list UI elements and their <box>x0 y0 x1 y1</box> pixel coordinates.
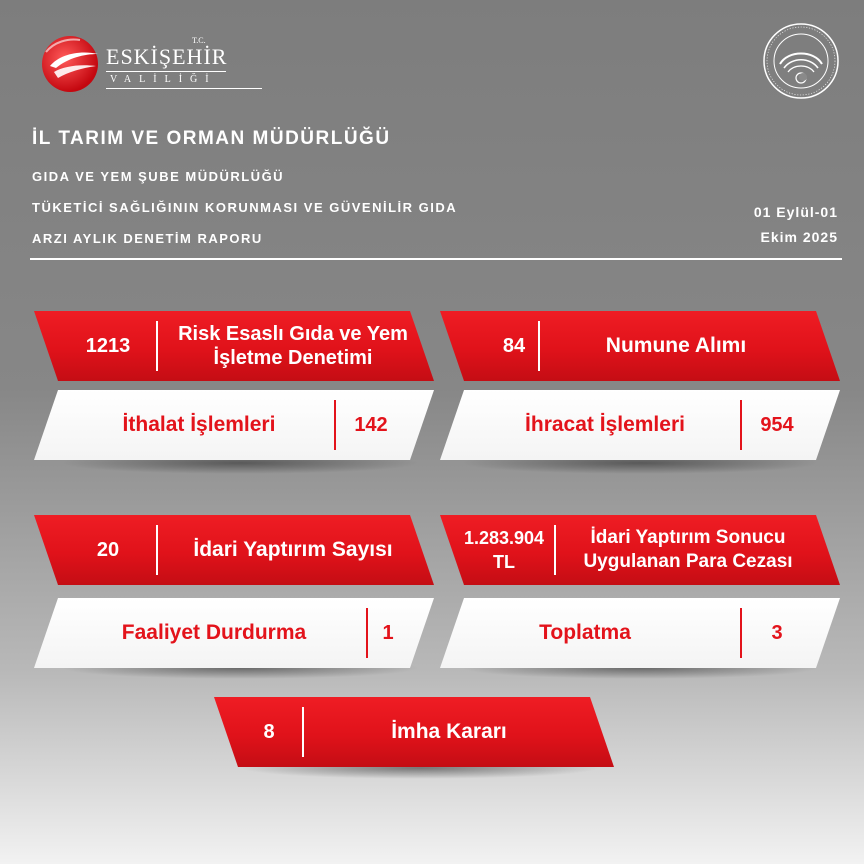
stat-value: 142 <box>354 414 388 436</box>
report-period <box>754 200 838 250</box>
stat-imha-karari <box>214 697 614 767</box>
stat-value: 1 <box>382 622 394 644</box>
page-title: İL TARIM VE ORMAN MÜDÜRLÜĞÜ <box>32 128 391 149</box>
stat-label: İdari Yaptırım Sayısı <box>193 538 393 561</box>
subtitle-line-3: ARZI AYLIK DENETİM RAPORU <box>32 231 263 246</box>
ministry-seal-icon <box>762 22 840 100</box>
stat-ithalat-islemleri <box>34 390 434 460</box>
stat-label: İhracat İşlemleri <box>525 413 685 436</box>
stat-value: 3 <box>771 622 783 644</box>
stat-value-line-1: 1.283.904 <box>463 528 545 548</box>
stat-label: Toplatma <box>539 621 631 644</box>
stat-label: İthalat İşlemleri <box>122 413 276 436</box>
period-line-2: Ekim 2025 <box>760 229 838 245</box>
stat-idari-yaptirim-sayisi <box>34 515 434 585</box>
stat-faaliyet-durdurma <box>34 598 434 668</box>
logo-underline <box>106 88 262 89</box>
stat-value: 20 <box>96 539 120 561</box>
stat-label: Numune Alımı <box>605 334 747 357</box>
stat-label <box>558 515 818 585</box>
logo-subtitle: VALİLİĞİ <box>110 74 217 85</box>
stat-label-line-2: İşletme Denetimi <box>213 347 373 369</box>
logo-tc: T.C. <box>192 36 206 45</box>
stat-label: İmha Kararı <box>391 720 507 743</box>
logo-name: ESKİŞEHİR <box>106 44 228 69</box>
stat-value: 954 <box>760 414 794 436</box>
stat-label-line-1: İdari Yaptırım Sonucu <box>590 527 786 548</box>
stat-label-line-1: Risk Esaslı Gıda ve Yem <box>178 323 408 345</box>
stat-label-line-2: Uygulanan Para Cezası <box>583 551 793 572</box>
header-divider <box>30 258 842 260</box>
stat-label: Faaliyet Durdurma <box>121 621 307 644</box>
stat-toplatma <box>440 598 840 668</box>
logo-divider <box>106 71 226 72</box>
stat-value: 84 <box>502 335 526 357</box>
stat-value: 1213 <box>85 335 131 357</box>
period-line-1: 01 Eylül-01 <box>753 204 838 220</box>
stat-value-line-2: TL <box>493 552 515 572</box>
stat-ihracat-islemleri <box>440 390 840 460</box>
subtitle-line-1: GIDA VE YEM ŞUBE MÜDÜRLÜĞÜ <box>32 169 285 184</box>
stat-value: 8 <box>263 721 275 743</box>
subtitle-line-2: TÜKETİCİ SAĞLIĞININ KORUNMASI VE GÜVENİLİR GIDA <box>32 200 458 215</box>
stat-label <box>160 311 426 381</box>
stat-risk-esasli-denetim <box>34 311 434 381</box>
stat-value <box>454 515 554 585</box>
stat-idari-para-cezasi <box>440 515 840 585</box>
eskisehir-logo-icon <box>40 32 104 96</box>
stat-numune-alimi <box>440 311 840 381</box>
eskisehir-valiligi-logo <box>40 32 230 96</box>
